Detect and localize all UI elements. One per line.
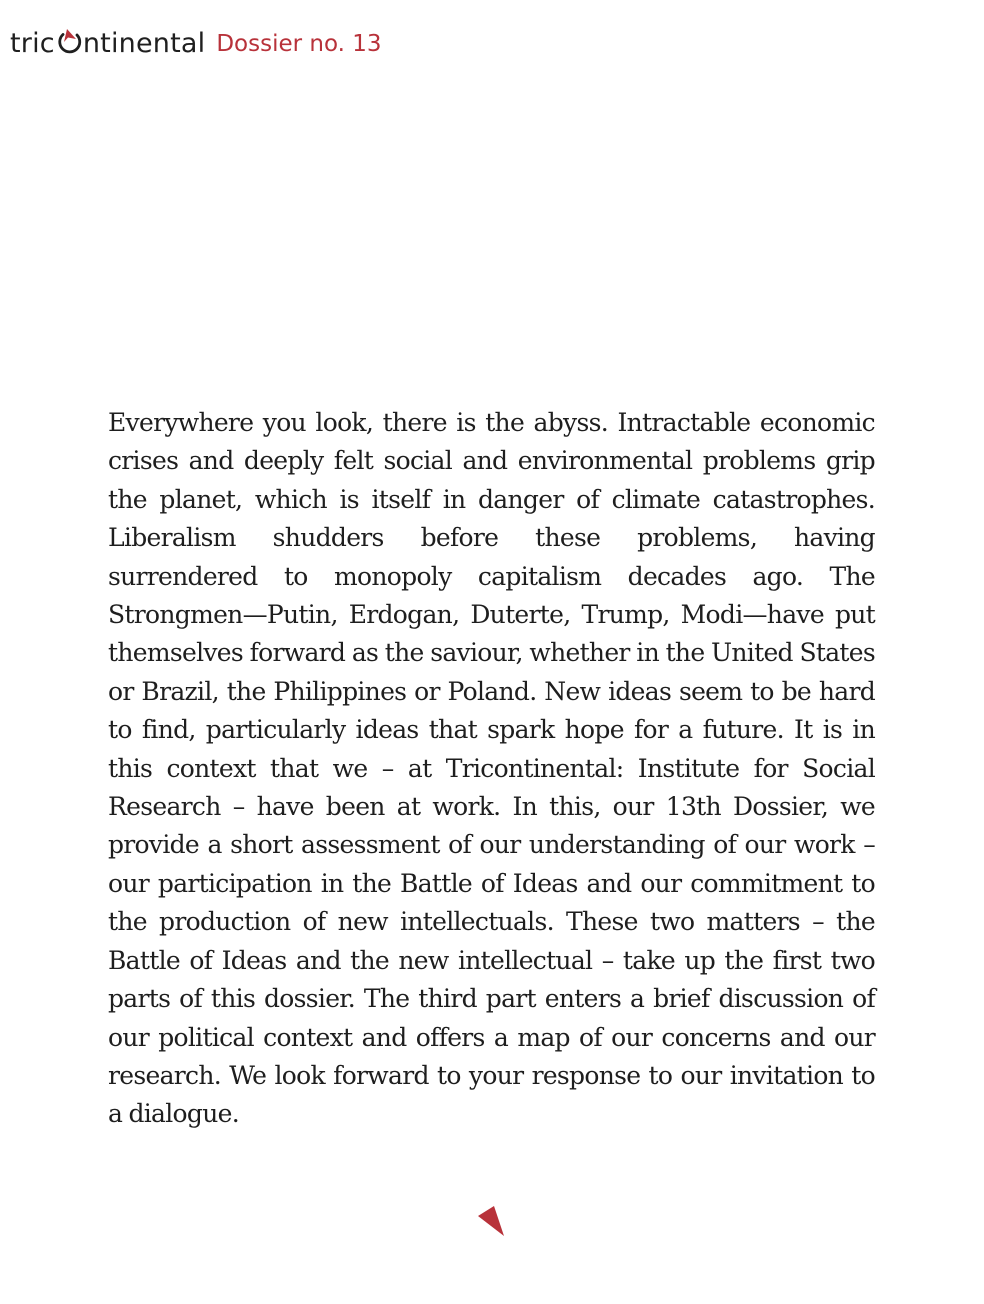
tricontinental-logo [10, 27, 206, 59]
logo-text-suffix: ntinental [82, 27, 206, 59]
red-arrow-pointer-icon [478, 1206, 506, 1236]
logo-text-prefix: tric [10, 27, 55, 59]
tricontinental-star-o-icon [56, 29, 82, 55]
intro-paragraph: Everywhere you look, there is the abyss. Intractable economic crises and deeply felt social and environmental problems grip the planet, which is itself in danger of climate catastrophes. Liberalism shudders before these problems, having surrendered to monopoly capitalism decades ago. The Strongmen—Putin, Erdogan, Duterte, Trump, Modi—have put themselves forward as the saviour, whether in the United States or Brazil, the Philippines or Poland. New ideas seem to be hard to find, particularly ideas that spark hope for a future. It is in this context that we – at Tricontinental: Institute for Social Research – have been at work. In this, our 13th Dossier, we provide a short assessment of our understanding of our work – our participation in the Battle of Ideas and our commitment to the production of new intellectuals. These two matters – the Battle of Ideas and the new intellectual – take up the first two parts of this dossier. The third part enters a brief discussion of our political context and offers a map of our concerns and our research. We look forward to your response to our invitation to a dialogue. [108, 408, 875, 1129]
dossier-number-label: Dossier no. 13 [216, 30, 382, 57]
page-header [10, 26, 382, 60]
